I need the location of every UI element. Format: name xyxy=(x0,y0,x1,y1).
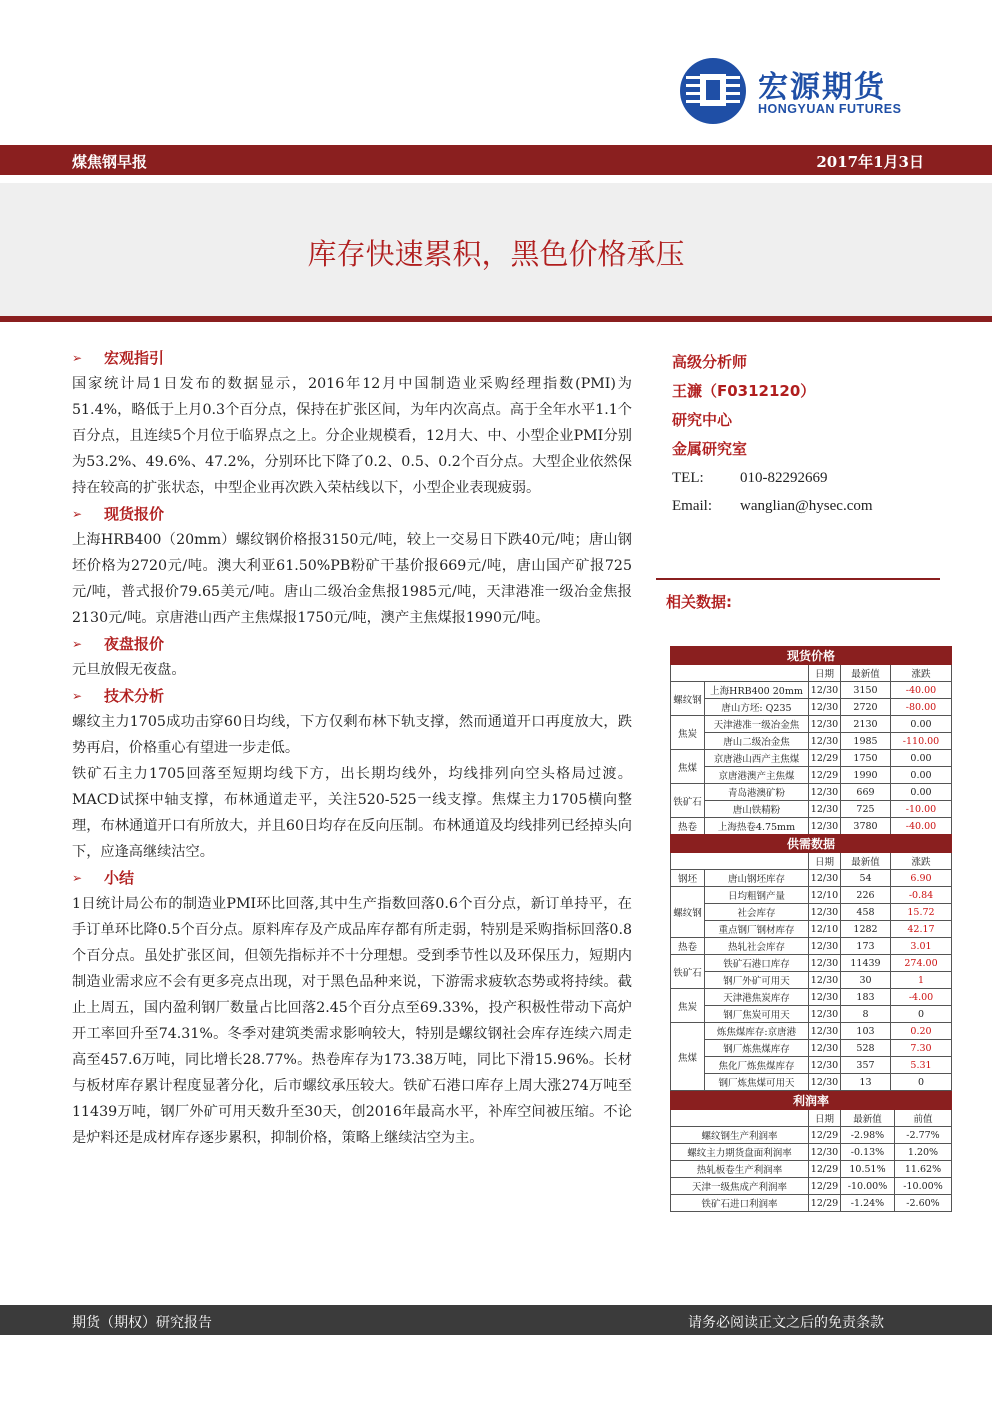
item-change: 5.31 xyxy=(891,1057,952,1074)
group-label: 热卷 xyxy=(671,818,705,835)
section-heading: ➢ 夜盘报价 xyxy=(72,631,632,657)
table-row xyxy=(671,1144,952,1161)
item-date: 12/30 xyxy=(809,1023,841,1040)
item-name: 唐山钢坯库存 xyxy=(705,870,809,887)
table-header-cell: 最新值 xyxy=(841,1110,895,1127)
item-date: 12/30 xyxy=(809,1006,841,1023)
item-name: 唐山二级冶金焦 xyxy=(705,733,809,750)
item-change: 0.00 xyxy=(891,767,952,784)
item-date: 12/30 xyxy=(809,972,841,989)
item-value: 103 xyxy=(841,1023,891,1040)
item-date: 12/10 xyxy=(809,887,841,904)
group-label: 焦炭 xyxy=(671,989,705,1023)
table-header-cell: 日期 xyxy=(809,665,841,682)
item-change: 274.00 xyxy=(891,955,952,972)
group-label: 铁矿石 xyxy=(671,955,705,989)
footer-disclaimer[interactable]: 请务必阅读正文之后的免责条款 xyxy=(688,1315,884,1331)
item-value: 528 xyxy=(841,1040,891,1057)
group-label: 热卷 xyxy=(671,938,705,955)
table-header-cell: 日期 xyxy=(809,853,841,870)
item-date: 12/30 xyxy=(809,699,841,716)
item-date: 12/30 xyxy=(809,716,841,733)
table-row xyxy=(671,682,952,699)
footer-left-text: 期货（期权）研究报告 xyxy=(72,1315,212,1331)
item-name: 上海HRB400 20mm xyxy=(705,682,809,699)
item-value: 54 xyxy=(841,870,891,887)
report-title: 库存快速累积，黑色价格承压 xyxy=(307,237,685,271)
item-name: 社会库存 xyxy=(705,904,809,921)
group-label: 钢坯 xyxy=(671,870,705,887)
table-row xyxy=(671,938,952,955)
table-header-row xyxy=(671,665,952,682)
logo-en-text: HONGYUAN FUTURES xyxy=(758,102,902,116)
item-change: -40.00 xyxy=(891,818,952,835)
item-date: 12/30 xyxy=(809,801,841,818)
item-value: 1750 xyxy=(841,750,891,767)
report-header-bar xyxy=(0,145,992,175)
item-name: 钢厂外矿可用天 xyxy=(705,972,809,989)
table-row xyxy=(671,1057,952,1074)
group-label: 焦炭 xyxy=(671,716,705,750)
item-date: 12/10 xyxy=(809,921,841,938)
table-row xyxy=(671,870,952,887)
item-name: 炼焦煤库存:京唐港 xyxy=(705,1023,809,1040)
section-heading: ➢ 宏观指引 xyxy=(72,345,632,371)
table-row xyxy=(671,699,952,716)
item-name: 铁矿石进口利润率 xyxy=(671,1195,809,1212)
item-date: 12/30 xyxy=(809,904,841,921)
item-name: 天津港准一级冶金焦 xyxy=(705,716,809,733)
item-change: 15.72 xyxy=(891,904,952,921)
analyst-subdept: 金属研究室 xyxy=(672,440,748,458)
item-name: 重点钢厂钢材库存 xyxy=(705,921,809,938)
arrow-icon: ➢ xyxy=(72,637,83,651)
table-row xyxy=(671,1195,952,1212)
table-row xyxy=(671,1074,952,1091)
table-header-cell xyxy=(671,853,809,870)
table-title: 利润率 xyxy=(671,1092,952,1110)
item-date: 12/30 xyxy=(809,1074,841,1091)
item-name: 唐山方坯: Q235 xyxy=(705,699,809,716)
item-name: 日均粗钢产量 xyxy=(705,887,809,904)
section-paragraph: 国家统计局1日发布的数据显示，2016年12月中国制造业采购经理指数(PMI)为51.4%，略低于上月0.3个百分点，保持在扩张区间，为年内次高点。高于全年水平1.1个百分点，且连续5个月位于临界点之上。分企业规模看，12月大、中、小型企业PMI分别为53.2%、49.6%、47.2%，分别环比下降了0.2、0.5、0.2个百分点。大型企业依然保持在较高的扩张状态，中型企业再次跌入荣枯线以下，小型企业表现疲弱。 xyxy=(72,376,632,496)
item-name: 热轧板卷生产利润率 xyxy=(671,1161,809,1178)
table-title-row xyxy=(671,647,952,665)
item-change: 0.20 xyxy=(891,1023,952,1040)
table-row xyxy=(671,989,952,1006)
related-data-label: 相关数据: xyxy=(666,593,732,611)
arrow-icon: ➢ xyxy=(72,871,83,885)
item-value: -2.98% xyxy=(841,1127,895,1144)
arrow-icon: ➢ xyxy=(72,689,83,703)
item-change: 0 xyxy=(891,1006,952,1023)
item-previous: -2.60% xyxy=(895,1195,952,1212)
main-content xyxy=(72,345,632,1151)
item-date: 12/30 xyxy=(809,1144,841,1161)
item-value: 2130 xyxy=(841,716,891,733)
table-header-cell: 最新值 xyxy=(841,853,891,870)
item-value: 357 xyxy=(841,1057,891,1074)
page-footer xyxy=(0,1305,992,1335)
supply-demand-table xyxy=(670,834,952,1091)
item-change: 3.01 xyxy=(891,938,952,955)
item-date: 12/30 xyxy=(809,733,841,750)
item-date: 12/29 xyxy=(809,1127,841,1144)
item-date: 12/29 xyxy=(809,1178,841,1195)
table-row xyxy=(671,955,952,972)
item-change: -4.00 xyxy=(891,989,952,1006)
table-title-row xyxy=(671,1092,952,1110)
item-value: 30 xyxy=(841,972,891,989)
item-change: -10.00 xyxy=(891,801,952,818)
item-previous: 11.62% xyxy=(895,1161,952,1178)
item-date: 12/30 xyxy=(809,1040,841,1057)
section-heading: ➢ 现货报价 xyxy=(72,501,632,527)
item-name: 天津港焦炭库存 xyxy=(705,989,809,1006)
item-name: 钢厂焦炭可用天 xyxy=(705,1006,809,1023)
spot-price-table xyxy=(670,646,952,835)
table-row xyxy=(671,818,952,835)
item-value: 10.51% xyxy=(841,1161,895,1178)
item-name: 热轧社会库存 xyxy=(705,938,809,955)
table-row xyxy=(671,904,952,921)
table-header-row xyxy=(671,853,952,870)
item-date: 12/30 xyxy=(809,938,841,955)
item-value: 1990 xyxy=(841,767,891,784)
item-date: 12/30 xyxy=(809,870,841,887)
item-date: 12/30 xyxy=(809,989,841,1006)
table-row xyxy=(671,750,952,767)
table-row xyxy=(671,1127,952,1144)
table-title: 供需数据 xyxy=(671,835,952,853)
item-name: 唐山铁精粉 xyxy=(705,801,809,818)
item-value: 173 xyxy=(841,938,891,955)
table-row xyxy=(671,716,952,733)
table-row xyxy=(671,801,952,818)
company-logo xyxy=(678,56,918,126)
analyst-email: Email: wanglian@hysec.com xyxy=(672,498,873,514)
item-value: 458 xyxy=(841,904,891,921)
table-header-cell xyxy=(671,1110,809,1127)
item-date: 12/30 xyxy=(809,682,841,699)
item-name: 铁矿石港口库存 xyxy=(705,955,809,972)
item-value: 1985 xyxy=(841,733,891,750)
item-name: 天津一级焦成产利润率 xyxy=(671,1178,809,1195)
item-change: 42.17 xyxy=(891,921,952,938)
table-row xyxy=(671,767,952,784)
section-paragraph: 铁矿石主力1705回落至短期均线下方，出长期均线外，均线排列向空头格局过渡。MACD试探中轴支撑，布林通道走平，关注520-525一线支撑。焦煤主力1705横向整理，布林通道开口有所放大，并且60日均存在反向压制。布林通道及均线排列已经掉头向下，应逢高继续沽空。 xyxy=(72,766,632,860)
item-change: 6.90 xyxy=(891,870,952,887)
item-change: -80.00 xyxy=(891,699,952,716)
item-value: 3780 xyxy=(841,818,891,835)
item-change: -110.00 xyxy=(891,733,952,750)
sidebar-rule xyxy=(656,578,940,580)
table-header-cell: 涨跌 xyxy=(891,853,952,870)
item-change: -40.00 xyxy=(891,682,952,699)
report-date: 2017年1月3日 xyxy=(816,153,924,171)
item-name: 螺纹钢生产利润率 xyxy=(671,1127,809,1144)
item-name: 焦化厂炼焦煤库存 xyxy=(705,1057,809,1074)
item-change: 0.00 xyxy=(891,784,952,801)
item-change: 1 xyxy=(891,972,952,989)
item-value: 669 xyxy=(841,784,891,801)
group-label: 螺纹钢 xyxy=(671,682,705,716)
table-row xyxy=(671,972,952,989)
item-date: 12/30 xyxy=(809,955,841,972)
item-name: 钢厂炼焦煤库存 xyxy=(705,1040,809,1057)
item-previous: -2.77% xyxy=(895,1127,952,1144)
arrow-icon: ➢ xyxy=(72,351,83,365)
item-name: 青岛港澳矿粉 xyxy=(705,784,809,801)
table-row xyxy=(671,1161,952,1178)
table-title: 现货价格 xyxy=(671,647,952,665)
item-name: 螺纹主力期货盘面利润率 xyxy=(671,1144,809,1161)
group-label: 螺纹钢 xyxy=(671,887,705,938)
item-value: 183 xyxy=(841,989,891,1006)
item-name: 京唐港山西产主焦煤 xyxy=(705,750,809,767)
table-row xyxy=(671,733,952,750)
analyst-info xyxy=(672,348,942,520)
section-heading: ➢ 技术分析 xyxy=(72,683,632,709)
table-header-cell xyxy=(671,665,809,682)
report-category: 煤焦钢早报 xyxy=(72,153,148,171)
title-rule xyxy=(0,316,992,322)
table-row xyxy=(671,1178,952,1195)
table-header-cell: 日期 xyxy=(809,1110,841,1127)
table-row xyxy=(671,1040,952,1057)
table-header-cell: 涨跌 xyxy=(891,665,952,682)
analyst-name: 王濂（F0312120） xyxy=(672,382,816,400)
logo-mark-icon xyxy=(678,56,748,126)
table-row xyxy=(671,1023,952,1040)
group-label: 焦煤 xyxy=(671,750,705,784)
item-previous: 1.20% xyxy=(895,1144,952,1161)
arrow-icon: ➢ xyxy=(72,507,83,521)
logo-cn-text: 宏源期货 xyxy=(758,70,886,105)
item-value: 11439 xyxy=(841,955,891,972)
item-change: 0.00 xyxy=(891,716,952,733)
item-name: 钢厂炼焦煤可用天 xyxy=(705,1074,809,1091)
item-value: -10.00% xyxy=(841,1178,895,1195)
item-change: 0 xyxy=(891,1074,952,1091)
section-paragraph: 螺纹主力1705成功击穿60日均线，下方仅剩布林下轨支撑，然而通道开口再度放大，跌势再启，价格重心有望进一步走低。 xyxy=(72,714,632,756)
item-value: 13 xyxy=(841,1074,891,1091)
group-label: 铁矿石 xyxy=(671,784,705,818)
item-value: 3150 xyxy=(841,682,891,699)
section-paragraph: 上海HRB400（20mm）螺纹钢价格报3150元/吨，较上一交易日下跌40元/吨；唐山钢坯价格为2720元/吨。澳大利亚61.50%PB粉矿干基价报669元/吨，唐山国产矿报725元/吨，普式报价79.65美元/吨。唐山二级冶金焦报1985元/吨，天津港准一级冶金焦报2130元/吨。京唐港山西产主焦煤报1750元/吨，澳产主焦煤报1990元/吨。 xyxy=(72,532,632,626)
table-row xyxy=(671,784,952,801)
table-header-cell: 最新值 xyxy=(841,665,891,682)
analyst-role: 高级分析师 xyxy=(672,353,748,371)
item-date: 12/29 xyxy=(809,1195,841,1212)
table-title-row xyxy=(671,835,952,853)
item-date: 12/30 xyxy=(809,1057,841,1074)
profit-rate-table xyxy=(670,1091,952,1212)
item-date: 12/30 xyxy=(809,784,841,801)
group-label: 焦煤 xyxy=(671,1023,705,1091)
item-value: -0.13% xyxy=(841,1144,895,1161)
item-date: 12/29 xyxy=(809,750,841,767)
table-header-cell: 前值 xyxy=(895,1110,952,1127)
section-paragraph: 1日统计局公布的制造业PMI环比回落,其中生产指数回落0.6个百分点，新订单持平，在手订单环比降0.5个百分点。原料库存及产成品库存都有所走弱，特别是采购指标回落0.8个百分点。虽处扩张区间，但领先指标并不十分理想。受到季节性以及环保压力，短期内制造业需求应不会有更多亮点出现，对于黑色品种来说，下游需求疲软态势或将持续。截止上周五，国内盈利钢厂数量占比回落2.45个百分点至69.33%，投产积极性带动下高炉开工率回升至74.31%。冬季对建筑类需求影响较大，特别是螺纹钢社会库存连续六周走高至457.6万吨，同比增长28.77%。热卷库存为173.38万吨，同比下滑15.96%。长材与板材库存累计程度显著分化，后市螺纹承压较大。铁矿石港口库存上周大涨274万吨至11439万吨，钢厂外矿可用天数升至30天，创2016年最高水平，补库空间被压缩。不论是炉料还是成材库存逐步累积，抑制价格，策略上继续沽空为主。 xyxy=(72,896,632,1146)
item-date: 12/30 xyxy=(809,818,841,835)
item-value: 2720 xyxy=(841,699,891,716)
item-change: 0.00 xyxy=(891,750,952,767)
item-value: -1.24% xyxy=(841,1195,895,1212)
item-change: -0.84 xyxy=(891,887,952,904)
item-value: 725 xyxy=(841,801,891,818)
analyst-dept: 研究中心 xyxy=(672,411,733,429)
section-paragraph: 元旦放假无夜盘。 xyxy=(72,662,186,678)
table-row xyxy=(671,921,952,938)
item-name: 上海热卷4.75mm xyxy=(705,818,809,835)
item-date: 12/29 xyxy=(809,1161,841,1178)
table-row xyxy=(671,1006,952,1023)
item-date: 12/29 xyxy=(809,767,841,784)
item-name: 京唐港澳产主焦煤 xyxy=(705,767,809,784)
analyst-tel: TEL: 010-82292669 xyxy=(672,470,828,486)
item-change: 7.30 xyxy=(891,1040,952,1057)
table-row xyxy=(671,887,952,904)
table-header-row xyxy=(671,1110,952,1127)
item-value: 8 xyxy=(841,1006,891,1023)
section-heading: ➢ 小结 xyxy=(72,865,632,891)
item-previous: -10.00% xyxy=(895,1178,952,1195)
item-value: 226 xyxy=(841,887,891,904)
item-value: 1282 xyxy=(841,921,891,938)
